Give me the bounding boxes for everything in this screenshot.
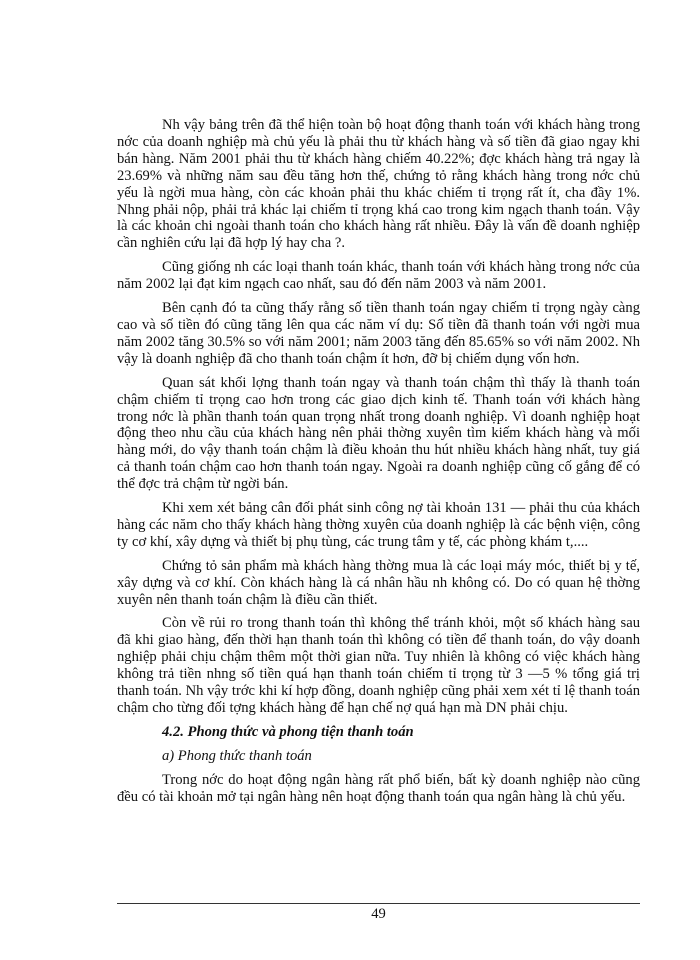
paragraph-2: Cũng giống nh các loại thanh toán khác, thanh toán với khách hàng trong nớc của năm 2002 lại đạt kim ngạch cao nhất, sau đó đến năm 2003 và năm 2001. <box>117 259 640 293</box>
section-heading: 4.2. Phong thức và phong tiện thanh toán <box>162 723 414 740</box>
paragraph-4: Quan sát khối lợng thanh toán ngay và thanh toán chậm thì thấy là thanh toán chậm chiếm tỉ trọng cao hơn trong các giao dịch kinh tế. Thanh toán với khách hàng trong nớc là phần thanh toán quan trọng nhất trong doanh nghiệp. Vì doanh nghiệp hoạt động theo nhu cầu của khách hàng nên phải thờng xuyên tìm kiếm khách hàng và mối hàng mới, do vậy thanh toán chậm là điều khoản thu hút nhiều khách hàng nhất, tuy giá cả thanh toán chậm cao hơn thanh toán ngay. Ngoài ra doanh nghiệp cũng cố gắng để có thể đợc trả chậm từ ngời bán. <box>117 374 640 493</box>
paragraph-5: Khi xem xét bảng cân đối phát sinh công nợ tài khoản 131 — phải thu của khách hàng các năm cho thấy khách hàng thờng xuyên của doanh nghiệp là các bệnh viện, công ty cơ khí, xây dựng và thiết bị phụ tùng, các trung tâm y tế, các phòng khám t,.... <box>117 500 640 550</box>
paragraph-6: Chứng tỏ sản phẩm mà khách hàng thờng mua là các loại máy móc, thiết bị y tế, xây dựng và cơ khí. Còn khách hàng là cá nhân hầu nh không có. Do có quan hệ thờng xuyên nên thanh toán chậm là điều cần thiết. <box>117 557 640 608</box>
subsection-heading: a) Phong thức thanh toán <box>162 747 312 764</box>
paragraph-1: Nh vậy bảng trên đã thể hiện toàn bộ hoạt động thanh toán với khách hàng trong nớc của doanh nghiệp mà chủ yếu là phải thu từ khách hàng và số tiền đã giao ngay khi bán hàng. Năm 2001 phải thu từ khách hàng chiếm 40.22%; đợc khách hàng trả ngay là 23.69% và những năm sau đều tăng hơn thế, chứng tỏ rằng khách hàng trong nớc chủ yếu là ngời mua hàng, còn các khoản phải thu khác chiếm tỉ trọng rất ít, cha đầy 1%. Nhng phải nộp, phải trả khác lại chiếm tỉ trọng khá cao trong kim ngạch thanh toán. Vậy là các khoản chi ngoài thanh toán cho khách hàng rất nhiều. Đây là vấn đề doanh nghiệp cần nghiên cứu lại đã hợp lý hay cha ?. <box>117 117 640 252</box>
paragraph-7: Còn về rủi ro trong thanh toán thì không thể tránh khỏi, một số khách hàng sau đã khi giao hàng, đến thời hạn thanh toán thì không có tiền để thanh toán, do vậy doanh nghiệp phải chịu chậm thêm một thời gian nữa. Tuy nhiên là không có việc khách hàng không trả tiền nhng số tiền quá hạn thanh toán chiếm tỉ trọng từ 3 —5 % tổng giá trị thanh toán. Nh vậy trớc khi kí hợp đồng, doanh nghiệp cũng phải xem xét tỉ lệ thanh toán chậm cho từng đối tợng khách hàng để hạn chế nợ quá hạn mà DN phải chịu. <box>117 615 640 716</box>
footer-divider <box>117 903 640 904</box>
paragraph-8: Trong nớc do hoạt động ngân hàng rất phổ biến, bất kỳ doanh nghiệp nào cũng đều có tài khoản mở tại ngân hàng nên hoạt động thanh toán qua ngân hàng là chủ yếu. <box>117 771 640 805</box>
page-body <box>117 117 640 813</box>
paragraph-3: Bên cạnh đó ta cũng thấy rằng số tiền thanh toán ngay chiếm tỉ trọng ngày càng cao và số tiền đó cũng tăng lên qua các năm ví dụ: Số tiền đã thanh toán với ngời mua năm 2002 tăng 30.5% so với năm 2001; năm 2003 tăng đến 85.65% so với năm 2002. Nh vậy là doanh nghiệp đã cho thanh toán chậm ít hơn, đỡ bị chiếm dụng vốn hơn. <box>117 300 640 367</box>
page-number: 49 <box>371 906 386 922</box>
